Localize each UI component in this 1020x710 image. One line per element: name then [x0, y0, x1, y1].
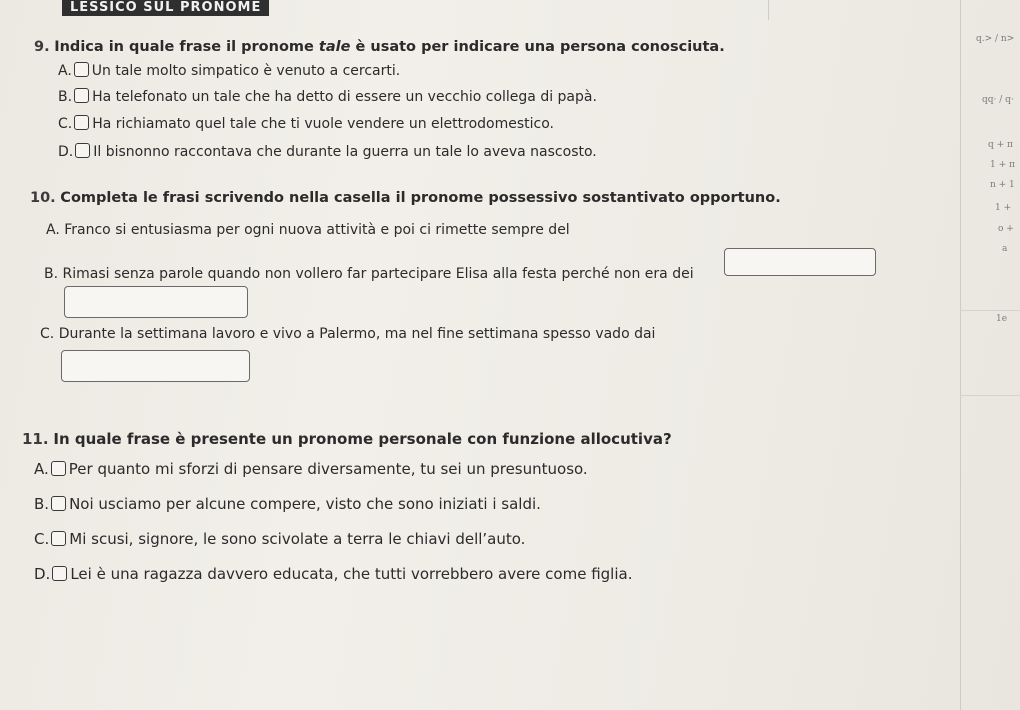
checkbox[interactable]: [75, 143, 90, 158]
answer-box-b[interactable]: [64, 286, 248, 318]
margin-note: qq· / q·: [982, 95, 1014, 105]
q10-item-c: [40, 326, 655, 342]
margin-note: q.> / n>: [976, 34, 1015, 44]
option-letter: A.: [34, 460, 49, 478]
question-text: In quale frase è presente un pronome personale con funzione allocutiva?: [53, 430, 672, 448]
question-9-prompt: [34, 39, 725, 55]
q11-option-a: [34, 460, 588, 478]
item-text: Rimasi senza parole quando non vollero far partecipare Elisa alla festa perché non era dei: [62, 266, 694, 282]
option-letter: B.: [34, 495, 50, 513]
question-number: 11.: [22, 430, 49, 448]
margin-line: [960, 310, 1020, 311]
option-text: Un tale molto simpatico è venuto a cercarti.: [91, 63, 401, 79]
margin-note: 1e: [996, 314, 1008, 324]
question-text-end: è usato per indicare una persona conosciuta.: [350, 39, 725, 55]
q9-option-a: [58, 62, 400, 79]
option-text: Ha telefonato un tale che ha detto di essere un vecchio collega di papà.: [92, 89, 597, 105]
q9-option-c: [58, 115, 554, 132]
option-text: Ha richiamato quel tale che ti vuole vendere un elettrodomestico.: [92, 116, 555, 132]
option-text: Il bisnonno raccontava che durante la guerra un tale lo aveva nascosto.: [93, 144, 597, 160]
option-letter: B.: [58, 89, 73, 105]
section-header-tag: LESSICO SUL PRONOME: [62, 0, 269, 16]
item-letter: B.: [44, 266, 59, 282]
item-text: Franco si entusiasma per ogni nuova attività e poi ci rimette sempre del: [64, 222, 570, 238]
margin-note: n + 1: [990, 180, 1015, 190]
answer-box-c[interactable]: [61, 350, 250, 382]
option-text: Mi scusi, signore, le sono scivolate a terra le chiavi dell’auto.: [69, 530, 526, 548]
question-text-start: Indica in quale frase il pronome: [54, 39, 319, 55]
option-text: Lei è una ragazza davvero educata, che tutti vorrebbero avere come figlia.: [70, 565, 633, 583]
q9-option-d: [58, 143, 597, 160]
checkbox[interactable]: [52, 566, 67, 581]
question-text: Completa le frasi scrivendo nella casella il pronome possessivo sostantivato opportuno.: [60, 190, 781, 206]
item-letter: C.: [40, 326, 55, 342]
margin-note: 1 +: [995, 203, 1012, 213]
question-number: 9.: [34, 39, 50, 55]
option-letter: C.: [58, 116, 73, 132]
margin-note: o +: [998, 224, 1014, 234]
checkbox[interactable]: [74, 88, 89, 103]
q11-option-c: [34, 530, 525, 548]
question-number: 10.: [30, 190, 56, 206]
q11-option-d: [34, 565, 632, 583]
margin-note: 1 + π: [990, 160, 1015, 170]
margin-line: [768, 0, 769, 20]
checkbox[interactable]: [51, 461, 66, 476]
option-text: Per quanto mi sforzi di pensare diversamente, tu sei un presuntuoso.: [68, 460, 588, 478]
item-letter: A.: [46, 222, 60, 238]
checkbox[interactable]: [74, 62, 89, 77]
margin-note: a: [1002, 244, 1008, 254]
option-letter: C.: [34, 530, 50, 548]
option-letter: A.: [58, 63, 72, 79]
q10-item-a: [46, 222, 570, 238]
item-text: Durante la settimana lavoro e vivo a Palermo, ma nel fine settimana spesso vado dai: [58, 326, 656, 342]
option-letter: D.: [58, 144, 74, 160]
option-letter: D.: [34, 565, 51, 583]
margin-line: [960, 0, 961, 710]
question-text-italic: tale: [318, 39, 351, 55]
question-10-prompt: [30, 190, 781, 206]
question-11-prompt: [22, 430, 672, 448]
checkbox[interactable]: [51, 496, 66, 511]
checkbox[interactable]: [51, 531, 66, 546]
checkbox[interactable]: [74, 115, 89, 130]
q11-option-b: [34, 495, 541, 513]
margin-note: q + π: [988, 140, 1013, 150]
answer-box-a[interactable]: [724, 248, 876, 276]
q10-item-b: [44, 266, 694, 282]
margin-line: [960, 395, 1020, 396]
option-text: Noi usciamo per alcune compere, visto che sono iniziati i saldi.: [69, 495, 541, 513]
q9-option-b: [58, 88, 597, 105]
